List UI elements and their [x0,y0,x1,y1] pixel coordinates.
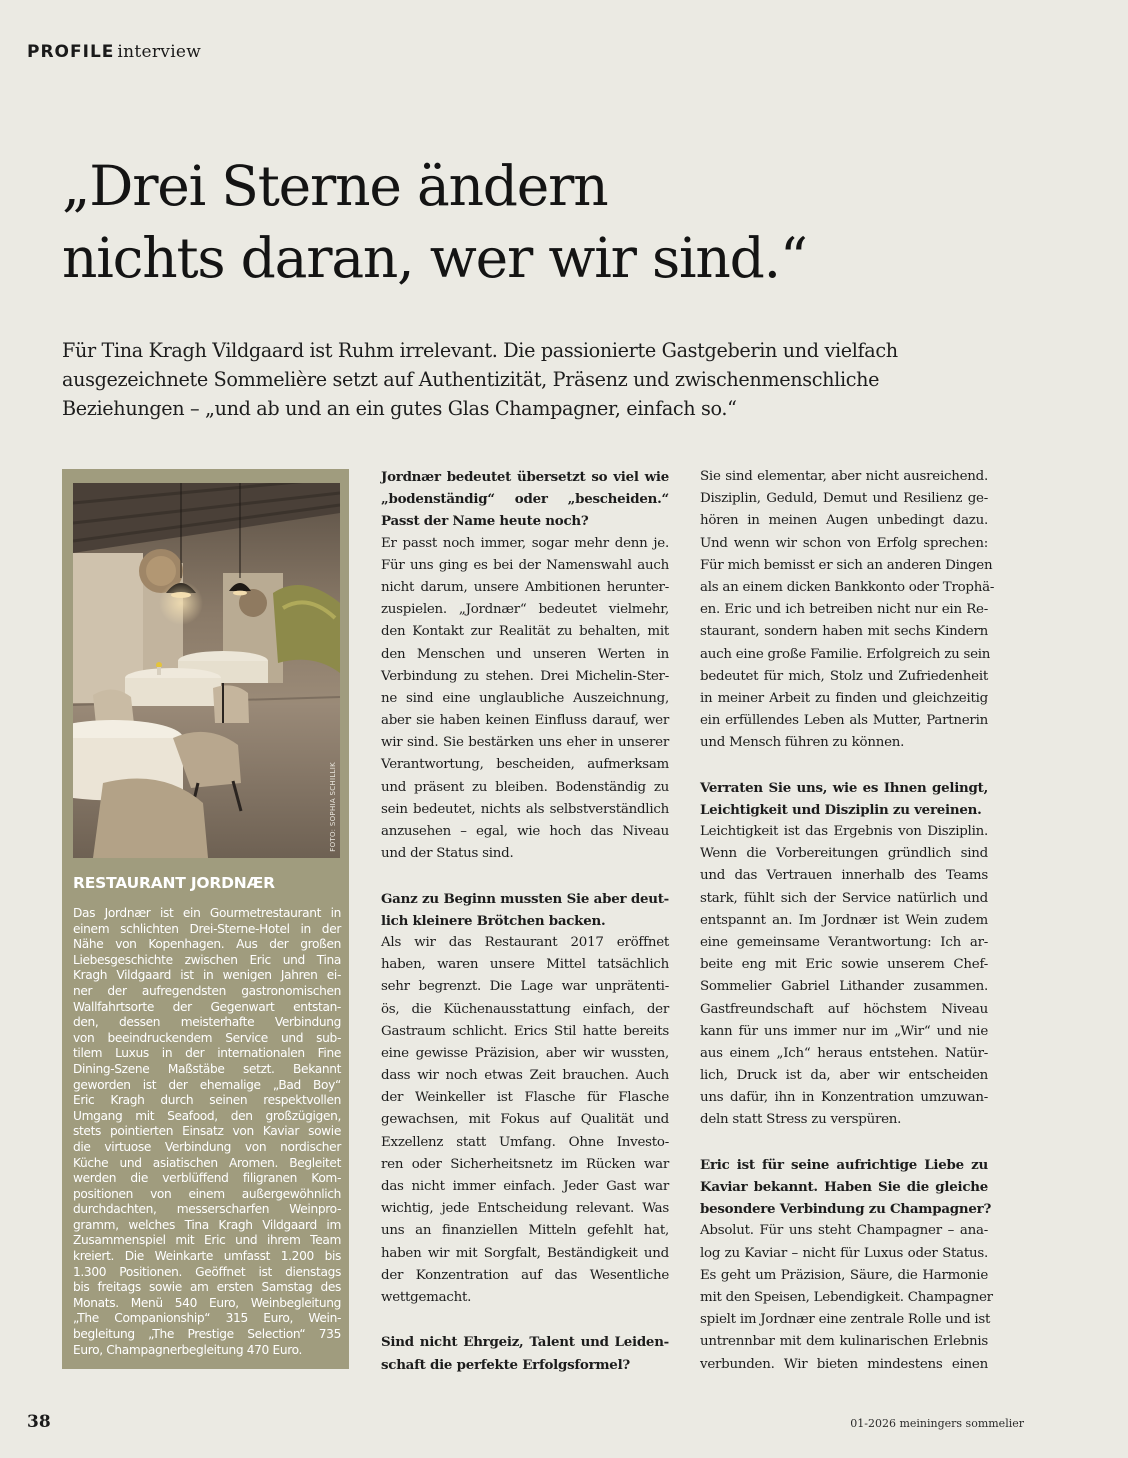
box-text [73,906,341,1358]
answer-line: der Weinkeller ist Flasche für Flasche [381,1090,669,1106]
headline [62,150,1062,294]
answer-line: Wenn die Vorbereitungen gründlich sind [700,846,988,862]
answer-line: stark, fühlt sich der Service natürlich und [700,890,988,906]
box-text-line: den, dessen meisterhafte Verbindung [73,1015,341,1030]
magazine-footer: 01-2026 meiningers sommelier [850,1417,1024,1430]
box-text-line: Kragh Vildgaard ist in wenigen Jahren ei- [73,968,341,983]
answer-line: das nicht immer einfach. Jeder Gast war [381,1179,669,1194]
box-text-line: Umgang mit Seafood, den großzügigen, [73,1108,341,1123]
answer-line: dass wir noch etwas Zeit brauchen. Auch [381,1068,669,1084]
box-text-line: begleitung „The Prestige Selection“ 735 [73,1327,341,1342]
answer-line: als an einem dicken Bankkonto oder Trophä- [700,579,995,595]
answer-line: in meiner Arbeit zu finden und gleichzeitig [700,690,988,706]
photo-credit: FOTO: SOPHIA SCHILLIK [329,762,337,852]
answer-line: Absolut. Für uns steht Champagner – ana- [700,1223,988,1239]
box-text-line: positionen von einem außergewöhnlich [73,1186,341,1201]
answer-line: Sie sind elementar, aber nicht ausreichend. [700,469,988,484]
answer-line: wir sind. Sie bestärken uns eher in unserer [381,735,669,751]
question-line: Eric ist für seine aufrichtige Liebe zu [700,1156,988,1173]
question-line: Leichtigkeit und Disziplin zu vereinen. [700,801,982,818]
answer-line: und der Status sind. [381,846,514,862]
restaurant-photo [73,483,340,858]
answer-line: Er passt noch immer, sogar mehr denn je. [381,535,669,551]
section-primary: PROFILE [27,42,115,62]
info-box [62,469,349,1369]
answer-line: Verbindung zu stehen. Drei Michelin-Ster- [381,668,669,684]
dining-room-illustration [73,483,340,858]
article-column-1 [381,466,669,1376]
answer-line: ein erfüllendes Leben als Mutter, Partnerin [700,713,988,729]
headline-line: „Drei Sterne ändern [62,154,608,218]
box-text-line: tilem Luxus in der internationalen Fine [73,1046,341,1061]
answer-line: und präsent zu bleiben. Bodenständig zu [381,779,669,795]
answer-line: lich, Druck ist da, aber wir entscheiden [700,1068,988,1084]
lead-line: Beziehungen – „und ab und an ein gutes Glas Champagner, einfach so.“ [62,397,737,420]
answer-line: Für mich bemisst er sich an anderen Dingen [700,557,993,573]
answer-line: wettgemacht. [381,1289,472,1305]
question-line: besondere Verbindung zu Champagner? [700,1201,992,1218]
question-line: Verraten Sie uns, wie es Ihnen gelingt, [700,779,988,796]
box-text-line: Euro, Champagnerbegleitung 470 Euro. [73,1342,303,1357]
box-text-line: „The Companionship“ 315 Euro, Wein- [73,1311,341,1326]
paragraph-gap [700,1132,988,1154]
answer-line: ne sind eine unglaubliche Auszeichnung, [381,690,669,706]
answer-line: Als wir das Restaurant 2017 eröffnet [381,934,669,950]
box-text-line: durchdachten, messerscharfen Weinpro- [73,1202,341,1217]
answer-line: Exzellenz statt Umfang. Ohne Investo- [381,1134,669,1150]
question-line: Passt der Name heute noch? [381,513,589,530]
box-text-line: Nähe von Kopenhagen. Aus der großen [73,937,341,952]
section-label [27,42,201,62]
answer-line: haben, waren unsere Mittel tatsächlich [381,957,669,973]
question-line: schaft die perfekte Erfolgsformel? [381,1356,631,1373]
answer-line: Gastraum schlicht. Erics Stil hatte bereits [381,1023,669,1039]
answer-line: Und wenn wir schon von Erfolg sprechen: [700,535,988,551]
answer-line: Gastfreundschaft auf höchstem Niveau [700,1001,988,1017]
answer-line: en. Eric und ich betreiben nicht nur ein Re- [700,602,988,618]
box-text-line: werden die verblüffend filigranen Kom- [73,1171,341,1186]
answer-line: Leichtigkeit ist das Ergebnis von Disziplin. [700,824,988,839]
answer-line: Verantwortung, bescheiden, aufmerksam [381,757,669,773]
lead-paragraph [62,336,1072,423]
answer-line: und Mensch führen zu können. [700,735,905,751]
answer-line: log zu Kaviar – nicht für Luxus oder Status. [700,1245,988,1261]
answer-line: Für uns ging es bei der Namenswahl auch [381,557,669,573]
box-text-line: die virtuose Verbindung von nordischer [73,1139,341,1154]
box-text-line: Zusammenspiel mit Eric und ihrem Team [73,1233,341,1248]
box-text-line: bis freitags sowie am ersten Samstag des [73,1280,341,1295]
box-text-line: Liebesgeschichte zwischen Eric und Tina [73,952,341,967]
answer-line: Es geht um Präzision, Säure, die Harmonie [700,1267,988,1283]
box-text-line: ner der aufregendsten gastronomischen [73,983,341,998]
answer-line: ren oder Sicherheitsnetz im Rücken war [381,1156,669,1172]
answer-line: verbunden. Wir bieten mindestens einen [700,1356,988,1372]
answer-line: kann für uns immer nur im „Wir“ und nie [700,1023,988,1039]
answer-line: den Menschen und unseren Werten in [381,646,669,662]
box-text-line: stets pointierten Einsatz von Kaviar sowie [73,1124,341,1139]
answer-line: den Kontakt zur Realität zu behalten, mit [381,624,669,640]
answer-line: gewachsen, mit Fokus auf Qualität und [381,1112,669,1128]
paragraph-gap [381,1309,669,1331]
box-text-line: geworden ist der ehemalige „Bad Boy“ [73,1077,341,1092]
box-text-line: kreiert. Die Weinkarte umfasst 1.200 bis [73,1249,341,1264]
answer-line: untrennbar mit dem kulinarischen Erlebnis [700,1334,988,1350]
answer-line: haben wir mit Sorgfalt, Beständigkeit und [381,1245,669,1261]
article-column-2 [700,466,995,1376]
answer-line: anzusehen – egal, wie hoch das Niveau [381,824,669,839]
question-line: Ganz zu Beginn mussten Sie aber deut- [381,890,669,907]
question-line: Sind nicht Ehrgeiz, Talent und Leiden- [381,1334,669,1351]
question-line: Kaviar bekannt. Haben Sie die gleiche [700,1179,988,1195]
lead-line: Für Tina Kragh Vildgaard ist Ruhm irrelevant. Die passionierte Gastgeberin und vielfach [62,339,898,362]
answer-line: eine gewisse Präzision, aber wir wussten, [381,1045,669,1061]
box-text-line: Dining-Szene Maßstäbe setzt. Bekannt [73,1061,341,1076]
answer-line: Disziplin, Geduld, Demut und Resilienz ge- [700,491,988,507]
answer-line: eine gemeinsame Verantwortung: Ich ar- [700,934,988,950]
box-text-line: von beeindruckendem Service und sub- [73,1030,341,1045]
answer-line: mit den Speisen, Lebendigkeit. Champagner [700,1289,993,1305]
box-text-line: Monats. Menü 540 Euro, Weinbegleitung [73,1295,341,1310]
answer-line: ös, die Küchenausstattung einfach, der [381,1001,669,1017]
answer-line: nicht darum, unsere Ambitionen herunter- [381,579,669,595]
box-title: RESTAURANT JORDNÆR [73,874,275,892]
box-text-line: Wallfahrtsorte der Gegenwart entstan- [73,999,341,1014]
page-number: 38 [27,1412,51,1432]
answer-line: wichtig, jede Entscheidung relevant. Was [381,1201,669,1217]
question-line: „bodenständig“ oder „bescheiden.“ [381,491,669,508]
answer-line: auch eine große Familie. Erfolgreich zu sein [700,646,991,662]
answer-line: entspannt an. Im Jordnær ist Wein zudem [700,912,988,928]
lead-line: ausgezeichnete Sommelière setzt auf Authentizität, Präsenz und zwischenmenschliche [62,368,880,391]
answer-line: deln statt Stress zu verspüren. [700,1112,902,1128]
answer-line: staurant, sondern haben mit sechs Kindern [700,624,988,640]
paragraph-gap [381,865,669,887]
answer-line: spielt im Jordnær eine zentrale Rolle und ist [700,1312,991,1328]
answer-line: bedeutet für mich, Stolz und Zufriedenheit [700,668,988,684]
answer-line: zuspielen. „Jordnær“ bedeutet vielmehr, [381,602,669,618]
box-text-line: Küche und asiatischen Aromen. Begleitet [73,1155,341,1170]
box-text-line: 1.300 Positionen. Geöffnet ist dienstags [73,1264,341,1279]
section-secondary: interview [117,42,202,62]
box-text-line: einem schlichten Drei-Sterne-Hotel in der [73,921,341,936]
answer-line: uns dafür, ihn in Konzentration umzuwan- [700,1090,988,1106]
answer-line: sein bedeutet, nichts als selbstverständlich [381,801,669,817]
answer-line: sehr begrenzt. Die Lage war unprätenti- [381,979,669,995]
answer-line: aus einem „Ich“ heraus entstehen. Natür- [700,1045,988,1061]
answer-line: aber sie haben keinen Einfluss darauf, wer [381,713,669,729]
answer-line: uns an finanziellen Mitteln gefehlt hat, [381,1223,669,1239]
paragraph-gap [700,754,988,776]
answer-line: der Konzentration auf das Wesentliche [381,1267,669,1283]
answer-line: und das Vertrauen innerhalb des Teams [700,868,988,884]
question-line: Jordnær bedeutet übersetzt so viel wie [381,469,669,485]
box-text-line: Das Jordnær ist ein Gourmetrestaurant in [73,906,341,920]
headline-line: nichts daran, wer wir sind.“ [62,226,807,290]
box-text-line: Eric Kragh durch seinen respektvollen [73,1093,341,1108]
answer-line: Sommelier Gabriel Lithander zusammen. [700,979,988,995]
answer-line: beite eng mit Eric sowie unserem Chef- [700,957,988,973]
box-text-line: gramm, welches Tina Kragh Vildgaard im [73,1217,341,1232]
answer-line: hören in meinen Augen unbedingt dazu. [700,513,988,529]
question-line: lich kleinere Brötchen backen. [381,912,606,929]
